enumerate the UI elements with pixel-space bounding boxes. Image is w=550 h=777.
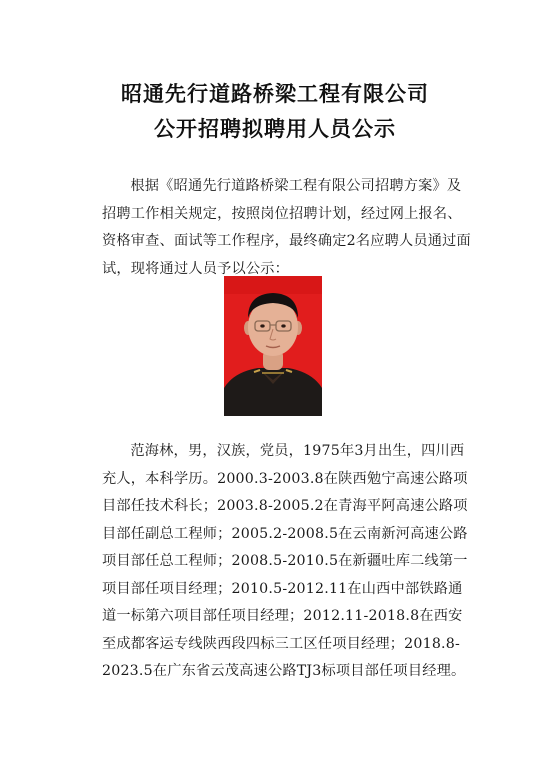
intro-paragraph: 根据《昭通先行道路桥梁工程有限公司招聘方案》及招聘工作相关规定，按照岗位招聘计划，经过网上报名、资格审查、面试等工作程序，最终确定2名应聘人员通过面试，现将通过人员予以公示： [102, 178, 471, 277]
candidate-photo [224, 276, 322, 416]
notice-title: 公开招聘拟聘用人员公示 [154, 117, 396, 141]
candidate-bio: 范海林，男，汉族，党员，1975年3月出生，四川西充人，本科学历。2000.3-2003.8在陕西勉宁高速公路项目部任技术科长；2003.8-2005.2在青海平阿高速公路项目部任副总工程师；2005.2-2008.5在云南新河高速公路项目部任总工程师；2008.5-2010.5在新疆吐库二线第一项目部任项目经理；2010.5-2012.11在山西中部铁路通道一标第六项目部任项目经理；2012.11-2018.8在西安至成都客运专线陕西段四标三工区任项目经理；2018.8-2023.5在广东省云茂高速公路TJ3标项目部任项目经理。 [102, 443, 468, 679]
portrait-image [224, 276, 322, 416]
company-title: 昭通先行道路桥梁工程有限公司 [121, 82, 429, 106]
